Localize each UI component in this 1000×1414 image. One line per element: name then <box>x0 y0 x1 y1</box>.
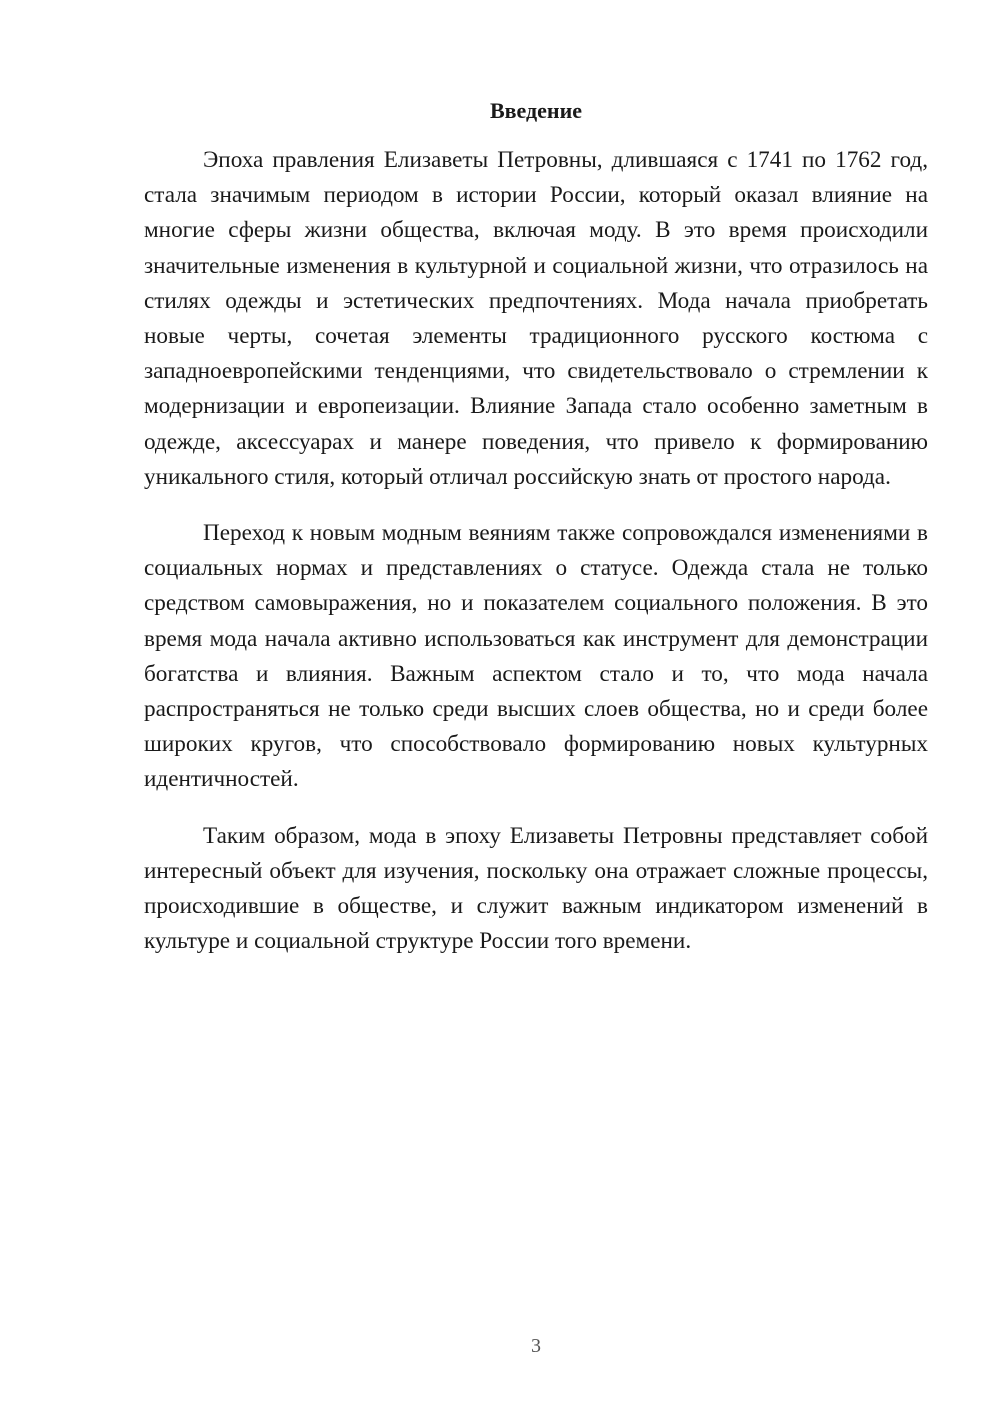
paragraph-1: Эпоха правления Елизаветы Петровны, длившаяся с 1741 по 1762 год, стала значимым периодом в истории России, который оказал влияние на многие сферы жизни общества, включая моду. В это время происходили значительные изменения в культурной и социальной жизни, что отразилось на стилях одежды и эстетических предпочтениях. Мода начала приобретать новые черты, сочетая элементы традиционного русского костюма с западноевропейскими тенденциями, что свидетельствовало о стремлении к модернизации и европеизации. Влияние Запада стало особенно заметным в одежде, аксессуарах и манере поведения, что привело к формированию уникального стиля, который отличал российскую знать от простого народа. <box>144 147 928 490</box>
paragraph-3: Таким образом, мода в эпоху Елизаветы Петровны представляет собой интересный объект для изучения, поскольку она отражает сложные процессы, происходившие в обществе, и служит важным индикатором изменений в культуре и социальной структуре России того времени. <box>144 822 928 955</box>
page-number: 3 <box>531 1335 541 1357</box>
paragraph-2: Переход к новым модным веяниям также сопровождался изменениями в социальных нормах и представлениях о статусе. Одежда стала не только средством самовыражения, но и показателем социального положения. В это время мода начала активно использоваться как инструмент для демонстрации богатства и влияния. Важным аспектом стало и то, что мода начала распространяться не только среди высших слоев общества, но и среди более широких кругов, что способствовало формированию новых культурных идентичностей. <box>144 520 928 793</box>
body-text <box>144 143 928 959</box>
section-heading: Введение <box>489 98 583 123</box>
